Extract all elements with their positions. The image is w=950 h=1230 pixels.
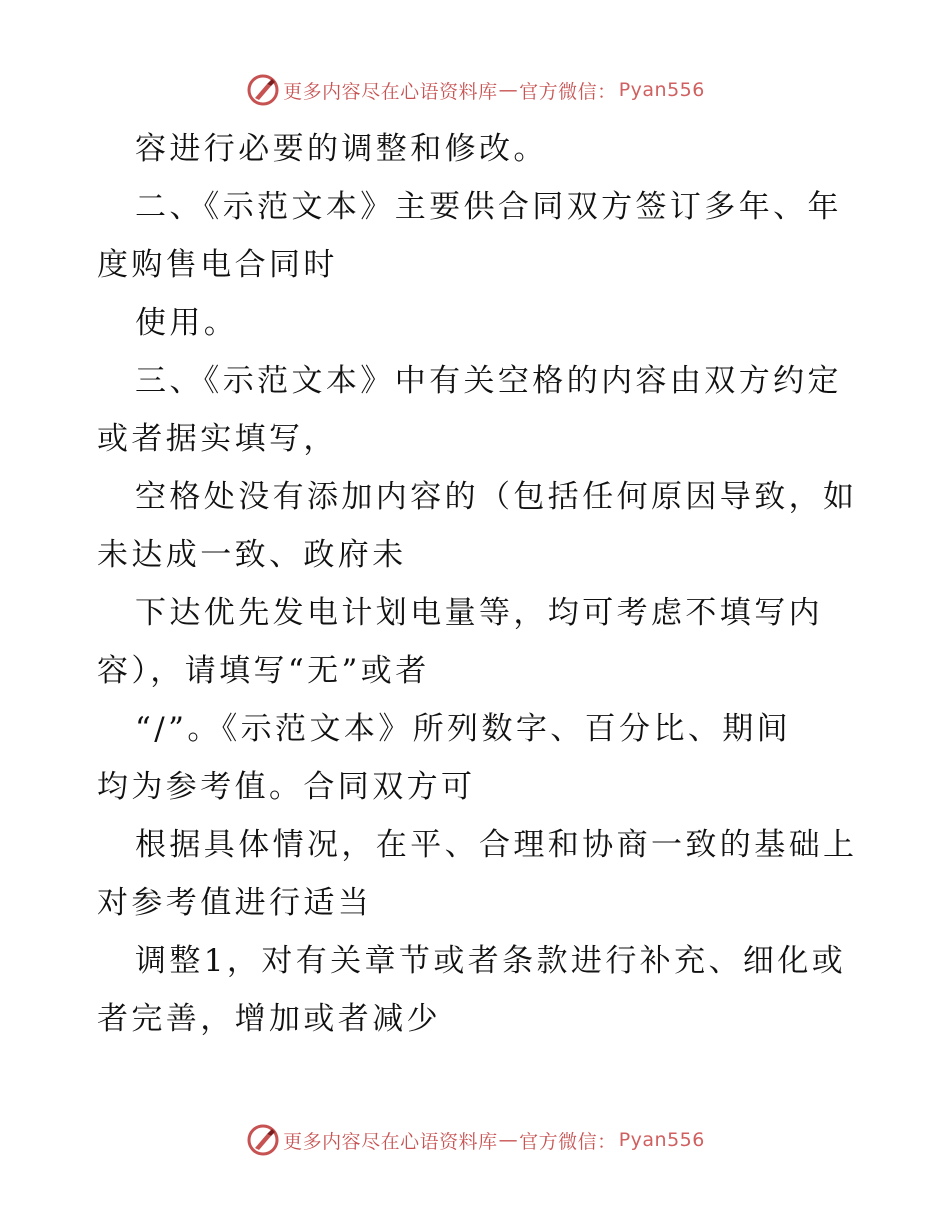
document-body <box>97 120 857 1048</box>
watermark-id: Pyan556 <box>618 79 705 101</box>
paragraph-line: 容），请填写“无”或者 <box>97 653 430 689</box>
watermark-id: Pyan556 <box>618 1129 705 1151</box>
paragraph <box>97 120 857 178</box>
watermark-label: 官方微信： <box>519 80 617 103</box>
paragraph <box>97 584 857 700</box>
watermark-label: 官方微信： <box>519 1130 617 1153</box>
paragraph <box>97 816 857 932</box>
paragraph-line: 对参考值进行适当 <box>97 885 373 921</box>
paragraph-line: 使用。 <box>135 305 239 341</box>
paragraph-line: 者完善，增加或者减少 <box>97 1001 441 1037</box>
paragraph-line: “/”。《示范文本》所列数字、百分比、期间 <box>135 711 792 747</box>
paragraph <box>97 352 857 468</box>
watermark-separator: — <box>498 79 519 101</box>
paragraph <box>97 468 857 584</box>
paragraph-line: 空格处没有添加内容的（包括任何原因导致，如 <box>135 479 858 515</box>
pen-logo-icon <box>245 72 281 108</box>
header-watermark <box>0 72 950 108</box>
paragraph-line: 调整1，对有关章节或者条款进行补充、细化或 <box>135 943 847 979</box>
paragraph-line: 度购售电合同时 <box>97 247 338 283</box>
watermark-prefix: 更多内容尽在心语资料库 <box>283 1130 498 1153</box>
paragraph-line: 未达成一致、政府未 <box>97 537 407 573</box>
footer-watermark <box>0 1122 950 1158</box>
paragraph <box>97 294 857 352</box>
watermark-prefix: 更多内容尽在心语资料库 <box>283 80 498 103</box>
paragraph-line: 或者据实填写， <box>97 421 338 457</box>
watermark-separator: — <box>498 1129 519 1151</box>
paragraph-line: 三、《示范文本》中有关空格的内容由双方约定 <box>135 363 842 399</box>
paragraph-line: 下达优先发电计划电量等，均可考虑不填写内 <box>135 595 823 631</box>
paragraph <box>97 178 857 294</box>
paragraph <box>97 700 857 816</box>
paragraph-line: 二、《示范文本》主要供合同双方签订多年、年 <box>135 189 842 225</box>
paragraph <box>97 932 857 1048</box>
pen-logo-icon <box>245 1122 281 1158</box>
paragraph-line: 均为参考值。合同双方可 <box>97 769 476 805</box>
paragraph-line: 根据具体情况，在平、合理和协商一致的基础上 <box>135 827 858 863</box>
paragraph-line: 容进行必要的调整和修改。 <box>135 131 548 167</box>
